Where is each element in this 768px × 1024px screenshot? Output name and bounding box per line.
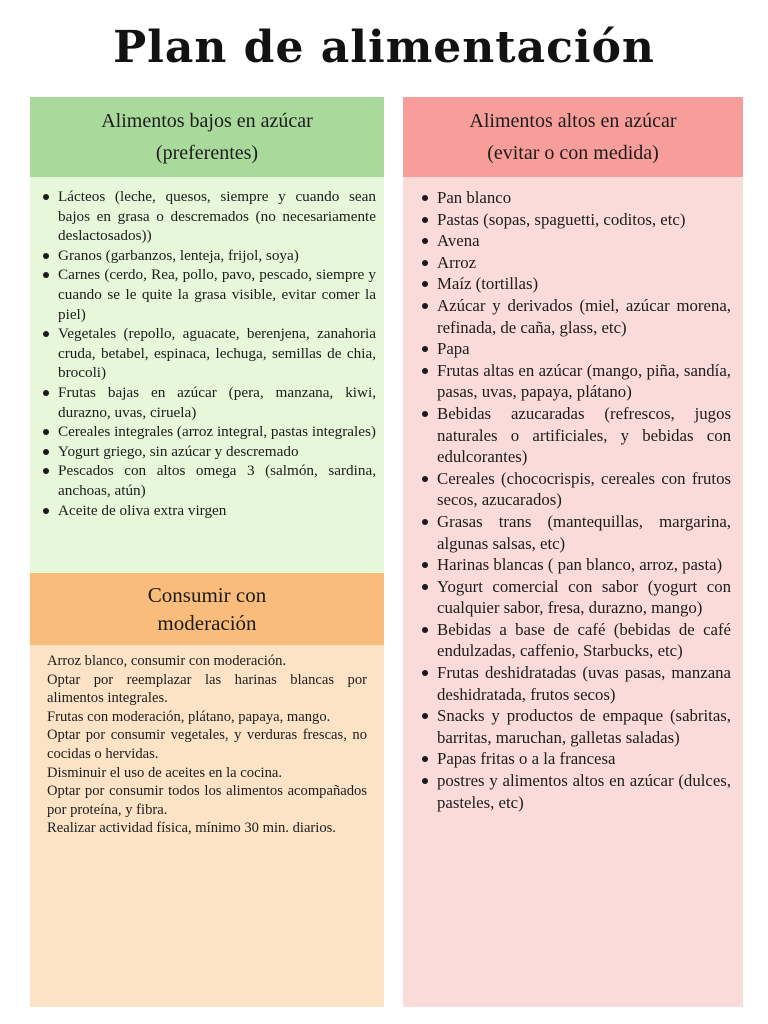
list-item: Granos (garbanzos, lenteja, frijol, soya)	[58, 246, 376, 266]
low-sugar-body	[30, 177, 384, 573]
list-item: Cereales (chococrispis, cereales con frutos secos, azucarados)	[437, 468, 731, 510]
moderation-line: Frutas con moderación, plátano, papaya, mango.	[47, 708, 331, 725]
moderation-line: Optar por consumir todos los alimentos acompañados por proteína, y fibra.	[47, 783, 367, 818]
list-item: Yogurt comercial con sabor (yogurt con cualquier sabor, fresa, durazno, mango)	[437, 576, 731, 618]
moderation-line: Disminuir el uso de aceites en la cocina.	[47, 764, 283, 781]
list-item: Frutas deshidratadas (uvas pasas, manzana deshidratada, frutos secos)	[437, 663, 731, 704]
list-item: Pastas (sopas, spaguetti, coditos, etc)	[437, 209, 731, 231]
list-item: Grasas trans (mantequillas, margarina, algunas salsas, etc)	[437, 511, 731, 553]
moderation-heading-line2: moderación	[157, 611, 257, 635]
moderation-line: Optar por consumir vegetales, y verduras frescas, no cocidas o hervidas.	[47, 727, 367, 762]
low-sugar-heading-line1: Alimentos bajos en azúcar	[101, 110, 313, 132]
list-item: Snacks y productos de empaque (sabritas, barritas, maruchan, galletas saladas)	[437, 706, 731, 747]
list-item: Aceite de oliva extra virgen	[58, 501, 376, 521]
high-sugar-list	[409, 187, 731, 813]
list-item: Frutas bajas en azúcar (pera, manzana, kiwi, durazno, uvas, ciruela)	[58, 383, 376, 421]
list-item: Vegetales (repollo, aguacate, berenjena, zanahoria cruda, betabel, espinaca, lechuga, semillas de chia, brocoli)	[58, 325, 376, 382]
list-item: Maíz (tortillas)	[437, 273, 731, 295]
moderation-line: Optar por reemplazar las harinas blancas por alimentos integrales.	[47, 671, 367, 707]
low-sugar-heading-line2: (preferentes)	[155, 142, 259, 164]
list-item: Papa	[437, 338, 731, 360]
list-item: Avena	[437, 230, 731, 252]
low-sugar-panel	[30, 97, 384, 573]
moderation-header	[30, 573, 384, 645]
high-sugar-header	[403, 97, 743, 177]
high-sugar-heading-line2: (evitar o con medida)	[487, 142, 659, 164]
list-item: Harinas blancas ( pan blanco, arroz, pasta)	[437, 554, 731, 576]
moderation-body	[30, 645, 384, 1007]
moderation-line: Realizar actividad física, mínimo 30 min. diarios.	[47, 820, 336, 837]
list-item: Yogurt griego, sin azúcar y descremado	[58, 442, 376, 462]
list-item: Arroz	[437, 252, 731, 274]
high-sugar-heading-line1: Alimentos altos en azúcar	[469, 110, 677, 132]
list-item: Cereales integrales (arroz integral, pastas integrales)	[58, 423, 376, 441]
high-sugar-body	[403, 177, 743, 1007]
list-item: Bebidas azucaradas (refrescos, jugos naturales o artificiales, y bebidas con edulcorantes)	[437, 403, 731, 467]
list-item: Frutas altas en azúcar (mango, piña, sandía, pasas, uvas, papaya, plátano)	[437, 360, 731, 402]
moderation-line: Arroz blanco, consumir con moderación.	[47, 653, 287, 669]
list-item: Pescados con altos omega 3 (salmón, sardina, anchoas, atún)	[58, 462, 376, 499]
list-item: Carnes (cerdo, Rea, pollo, pavo, pescado, siempre y cuando se le quite la grasa visible, evitar comer la piel)	[58, 266, 376, 323]
high-sugar-panel	[403, 97, 743, 1007]
list-item: Azúcar y derivados (miel, azúcar morena, refinada, de caña, glass, etc)	[437, 295, 731, 337]
list-item: Lácteos (leche, quesos, siempre y cuando sean bajos en grasa o descremados (no necesariamente deslactosados))	[58, 188, 376, 245]
list-item: Papas fritas o a la francesa	[437, 748, 731, 770]
low-sugar-header	[30, 97, 384, 177]
page-title: Plan de alimentación	[113, 22, 655, 73]
list-item: postres y alimentos altos en azúcar (dulces, pasteles, etc)	[437, 771, 731, 812]
moderation-panel	[30, 573, 384, 1007]
moderation-heading-line1: Consumir con	[147, 583, 267, 607]
low-sugar-list	[34, 187, 376, 520]
list-item: Pan blanco	[437, 187, 731, 209]
list-item: Bebidas a base de café (bebidas de café endulzadas, caffenio, Starbucks, etc)	[437, 619, 731, 661]
